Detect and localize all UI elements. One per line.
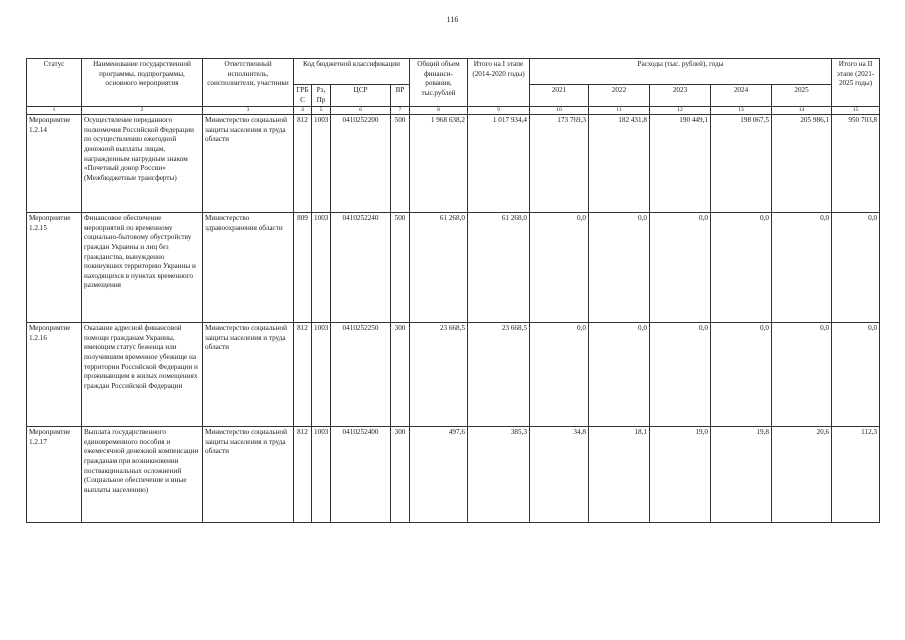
row-stage2: 0,0 [832,213,880,323]
row-2024: 0,0 [711,323,772,427]
row-status: Мероприятие 1.2.15 [27,213,82,323]
row-2024: 0,0 [711,213,772,323]
row-rzpr: 1003 [312,323,331,427]
column-number: 4 [294,107,312,115]
row-2025: 20,6 [772,427,832,523]
row-2022: 0,0 [589,323,650,427]
row-2024: 198 067,5 [711,115,772,213]
row-vr: 300 [391,427,410,523]
row-grbs: 809 [294,213,312,323]
row-csr: 0410252200 [331,115,391,213]
budget-table [26,58,880,523]
header-stage1: Итого на I этапе (2014-2020 годы) [468,59,530,107]
row-csr: 0410252250 [331,323,391,427]
row-2025: 0,0 [772,213,832,323]
header-total: Общий объем финанси-рования, тыс.рублей [410,59,468,107]
header-2023: 2023 [650,85,711,107]
row-name: Осуществление переданного полномочия Российской Федерации по осуществлению ежегодной денежной выплаты лицам, награжденным нагрудным знаком «Почетный донор России» (Межбюджетные трансферты) [82,115,203,213]
table-row [27,323,880,427]
row-rzpr: 1003 [312,427,331,523]
header-responsible: Ответственный исполнитель, соисполнители, участники [203,59,294,107]
row-2021: 173 769,3 [530,115,589,213]
header-expenses: Расходы (тыс. рублей), годы [530,59,832,85]
row-status: Мероприятие 1.2.16 [27,323,82,427]
header-csr: ЦСР [331,85,391,107]
row-vr: 500 [391,115,410,213]
column-number: 10 [530,107,589,115]
row-responsible: Министерство здравоохранения области [203,213,294,323]
header-stage2: Итого на II этапе (2021-2025 годы) [832,59,880,107]
row-stage2: 0,0 [832,323,880,427]
row-2022: 0,0 [589,213,650,323]
row-responsible: Министерство социальной защиты населения и труда области [203,323,294,427]
row-2023: 19,0 [650,427,711,523]
row-status: Мероприятие 1.2.17 [27,427,82,523]
header-grbs: ГРБ С [294,85,312,107]
row-csr: 0410252400 [331,427,391,523]
row-total: 23 668,5 [410,323,468,427]
header-vr: ВР [391,85,410,107]
table-row [27,213,880,323]
row-2025: 0,0 [772,323,832,427]
row-vr: 500 [391,213,410,323]
row-csr: 0410252240 [331,213,391,323]
row-2022: 182 431,8 [589,115,650,213]
row-stage1: 385,3 [468,427,530,523]
row-2021: 0,0 [530,323,589,427]
row-total: 61 268,0 [410,213,468,323]
column-number: 12 [650,107,711,115]
header-2024: 2024 [711,85,772,107]
row-stage1: 61 268,0 [468,213,530,323]
column-number: 6 [331,107,391,115]
header-2025: 2025 [772,85,832,107]
row-stage1: 1 017 934,4 [468,115,530,213]
header-2021: 2021 [530,85,589,107]
page-number: 116 [446,15,459,24]
column-number: 11 [589,107,650,115]
row-name: Выплата государственного единовременного пособия и ежемесячной денежной компенсации гражданам при возникновении поствакцинальных осложнений (Социальное обеспечение и иные выплаты населению) [82,427,203,523]
column-number: 13 [711,107,772,115]
row-2023: 0,0 [650,323,711,427]
row-total: 497,6 [410,427,468,523]
row-vr: 300 [391,323,410,427]
header-status: Статус [27,59,82,107]
row-responsible: Министерство социальной защиты населения и труда области [203,427,294,523]
row-stage2: 112,3 [832,427,880,523]
row-2023: 0,0 [650,213,711,323]
column-number: 14 [772,107,832,115]
column-number: 9 [468,107,530,115]
column-number: 8 [410,107,468,115]
row-grbs: 812 [294,323,312,427]
table-row [27,427,880,523]
header-budget-code: Код бюджетной классификации [294,59,410,85]
row-rzpr: 1003 [312,213,331,323]
row-grbs: 812 [294,427,312,523]
row-name: Оказание адресной финансовой помощи гражданам Украины, имеющим статус беженца или получившим временное убежище на территории Российской Федерации и проживающим в жилых помещениях граждан Российской Федерации [82,323,203,427]
column-number-row [27,107,880,115]
row-rzpr: 1003 [312,115,331,213]
row-2022: 18,1 [589,427,650,523]
header-2022: 2022 [589,85,650,107]
row-stage2: 950 703,8 [832,115,880,213]
row-2023: 190 449,1 [650,115,711,213]
column-number: 15 [832,107,880,115]
column-number: 2 [82,107,203,115]
row-responsible: Министерство социальной защиты населения и труда области [203,115,294,213]
row-2024: 19,8 [711,427,772,523]
row-2025: 205 986,1 [772,115,832,213]
column-number: 7 [391,107,410,115]
column-number: 5 [312,107,331,115]
header-rzpr: Рз, Пр [312,85,331,107]
row-stage1: 23 668,5 [468,323,530,427]
header-name: Наименование государственной программы, подпрограммы, основного мероприятия [82,59,203,107]
column-number: 1 [27,107,82,115]
table-row [27,115,880,213]
row-2021: 0,0 [530,213,589,323]
row-grbs: 812 [294,115,312,213]
row-status: Мероприятие 1.2.14 [27,115,82,213]
header-row-top [27,59,880,85]
row-name: Финансовое обеспечение мероприятий по временному социально-бытовому обустройству граждан Украины и лиц без гражданства, вынужденно покинувших территорию Украины и находящихся в пунктах временного размещения [82,213,203,323]
column-number: 3 [203,107,294,115]
row-2021: 34,8 [530,427,589,523]
row-total: 1 968 638,2 [410,115,468,213]
